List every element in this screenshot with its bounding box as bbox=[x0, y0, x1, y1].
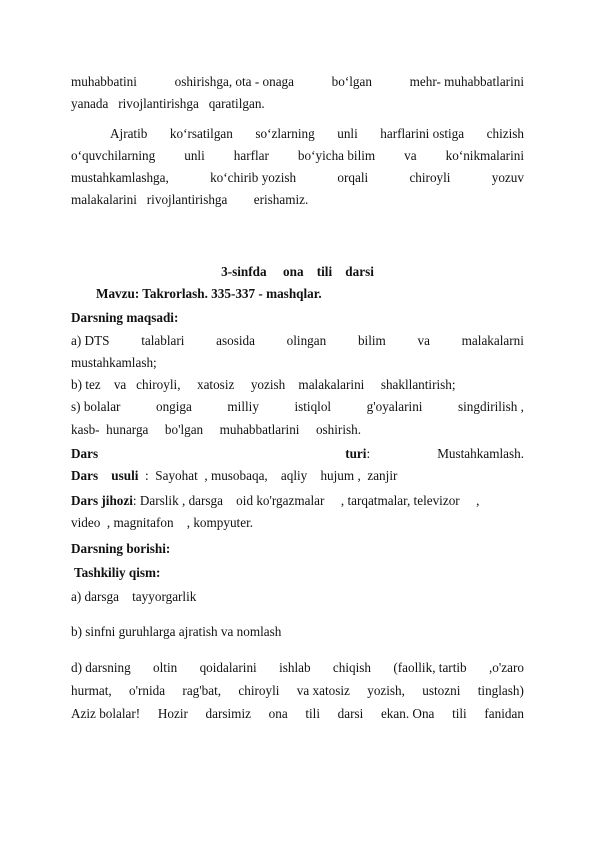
paragraph-2-line-1 bbox=[110, 124, 524, 143]
lesson-equipment-line-1 bbox=[71, 491, 524, 510]
text-fragment: va bbox=[417, 333, 430, 348]
text-fragment: o'rnida bbox=[129, 683, 166, 698]
lesson-equipment-line-2: video , magnitafon , kompyuter. bbox=[71, 515, 254, 530]
text-fragment: bilim bbox=[357, 333, 386, 348]
text-fragment: harflarini ostiga bbox=[380, 126, 465, 141]
text-fragment: ona bbox=[268, 706, 288, 721]
organization-item-a: a) darsga tayyorgarlik bbox=[71, 589, 197, 604]
text-fragment: fanidan bbox=[484, 706, 524, 721]
text-fragment: darsi bbox=[337, 706, 364, 721]
lesson-type-value: Mustahkamlash. bbox=[437, 446, 524, 461]
text-fragment: ustozni bbox=[422, 683, 461, 698]
lesson-type-colon: : bbox=[366, 446, 371, 461]
text-fragment: (faollik, tartib bbox=[393, 660, 467, 675]
text-fragment: Aziz bolalar! bbox=[71, 706, 141, 721]
text-fragment: ,o'zaro bbox=[488, 660, 524, 675]
text-fragment: oltin bbox=[153, 660, 178, 675]
organization-item-b: b) sinfni guruhlarga ajratish va nomlash bbox=[71, 624, 282, 639]
aim-s-line-1 bbox=[71, 397, 524, 416]
text-fragment: olingan bbox=[286, 333, 327, 348]
text-fragment: ko‘chirib yozish bbox=[210, 170, 297, 185]
aim-b-line-1: b) tez va chiroyli, xatosiz yozish malakalarini shakllantirish; bbox=[71, 377, 456, 392]
lesson-equipment-value: : Darslik , darsga oid ko'rgazmalar , tarqatmalar, televizor , bbox=[132, 493, 480, 508]
lesson-type-word: turi bbox=[345, 446, 367, 461]
text-fragment: chiqish bbox=[332, 660, 372, 675]
aim-a-line-1 bbox=[71, 331, 524, 350]
lesson-method-label: Dars usuli bbox=[71, 468, 139, 483]
text-fragment: bo‘lgan bbox=[331, 74, 372, 89]
text-fragment: rag'bat, bbox=[182, 683, 222, 698]
text-fragment: qoidalarini bbox=[199, 660, 257, 675]
paragraph-2-line-2 bbox=[71, 146, 524, 165]
text-fragment: chiroyli bbox=[238, 683, 280, 698]
text-fragment: ko‘nikmalarini bbox=[445, 148, 524, 163]
text-fragment: asosida bbox=[216, 333, 255, 348]
text-fragment: g'oyalarini bbox=[366, 399, 423, 414]
text-fragment: mehr- muhabbatlarini bbox=[409, 74, 524, 89]
text-fragment: ishlab bbox=[279, 660, 311, 675]
text-fragment: tinglash) bbox=[477, 683, 524, 698]
text-fragment: talablari bbox=[141, 333, 185, 348]
text-fragment: hurmat, bbox=[71, 683, 112, 698]
lesson-type-line bbox=[71, 444, 524, 463]
text-fragment: yozuv bbox=[491, 170, 524, 185]
text-fragment: darsimiz bbox=[205, 706, 251, 721]
organization-item-d-line-3 bbox=[71, 704, 524, 723]
lesson-method-line bbox=[71, 466, 524, 485]
text-fragment: va bbox=[404, 148, 417, 163]
lesson-title: 3-sinfda ona tili darsi bbox=[221, 264, 374, 279]
paragraph-1-line-1 bbox=[71, 72, 524, 91]
aim-a-line-2: mustahkamlash; bbox=[71, 355, 157, 370]
organization-heading: Tashkiliy qism: bbox=[71, 565, 161, 580]
lesson-equipment-label: Dars jihozi bbox=[71, 493, 133, 508]
text-fragment: milliy bbox=[227, 399, 259, 414]
paragraph-2-line-4: malakalarini rivojlantirishga erishamiz. bbox=[71, 192, 309, 207]
text-fragment: a) DTS bbox=[71, 333, 110, 348]
text-fragment: Hozir bbox=[157, 706, 188, 721]
organization-item-d-line-1 bbox=[71, 658, 524, 677]
text-fragment: ongiga bbox=[155, 399, 192, 414]
text-fragment: chiroyli bbox=[409, 170, 451, 185]
text-fragment: chizish bbox=[486, 126, 524, 141]
text-fragment: malakalarni bbox=[461, 333, 524, 348]
text-fragment: ko‘rsatilgan bbox=[169, 126, 233, 141]
text-fragment: unli bbox=[337, 126, 358, 141]
text-fragment: tili bbox=[452, 706, 467, 721]
text-fragment: bo‘yicha bilim bbox=[297, 148, 376, 163]
text-fragment: d) darsning bbox=[71, 660, 131, 675]
lesson-topic: Mavzu: Takrorlash. 335-337 - mashqlar. bbox=[96, 286, 322, 301]
lesson-method-value: : Sayohat , musobaqa, aqliy hujum , zanjir bbox=[138, 468, 398, 483]
text-fragment: istiqlol bbox=[294, 399, 332, 414]
lesson-aims-heading: Darsning maqsadi: bbox=[71, 310, 179, 325]
text-fragment: o‘quvchilarning bbox=[71, 148, 156, 163]
text-fragment: s) bolalar bbox=[71, 399, 121, 414]
text-fragment: ekan. Ona bbox=[380, 706, 435, 721]
paragraph-2-line-3 bbox=[71, 168, 524, 187]
lesson-course-heading: Darsning borishi: bbox=[71, 541, 171, 556]
text-fragment: orqali bbox=[337, 170, 369, 185]
text-fragment: harflar bbox=[233, 148, 269, 163]
text-fragment: muhabbatini bbox=[71, 74, 137, 89]
text-fragment: unli bbox=[184, 148, 205, 163]
text-fragment: va xatosiz bbox=[296, 683, 350, 698]
text-fragment: singdirilish , bbox=[458, 399, 524, 414]
text-fragment: so‘zlarning bbox=[255, 126, 315, 141]
paragraph-1-line-2: yanada rivojlantirishga qaratilgan. bbox=[71, 96, 265, 111]
lesson-type-label: Dars bbox=[71, 446, 99, 461]
organization-item-d-line-2 bbox=[71, 681, 524, 700]
text-fragment: yozish, bbox=[367, 683, 405, 698]
aim-s-line-2: kasb- hunarga bo'lgan muhabbatlarini oshirish. bbox=[71, 422, 362, 437]
text-fragment: Ajratib bbox=[110, 126, 148, 141]
text-fragment: oshirishga, ota - onaga bbox=[174, 74, 294, 89]
text-fragment: mustahkamlashga, bbox=[71, 170, 169, 185]
text-fragment: tili bbox=[305, 706, 320, 721]
lesson-type-mid bbox=[345, 444, 370, 463]
